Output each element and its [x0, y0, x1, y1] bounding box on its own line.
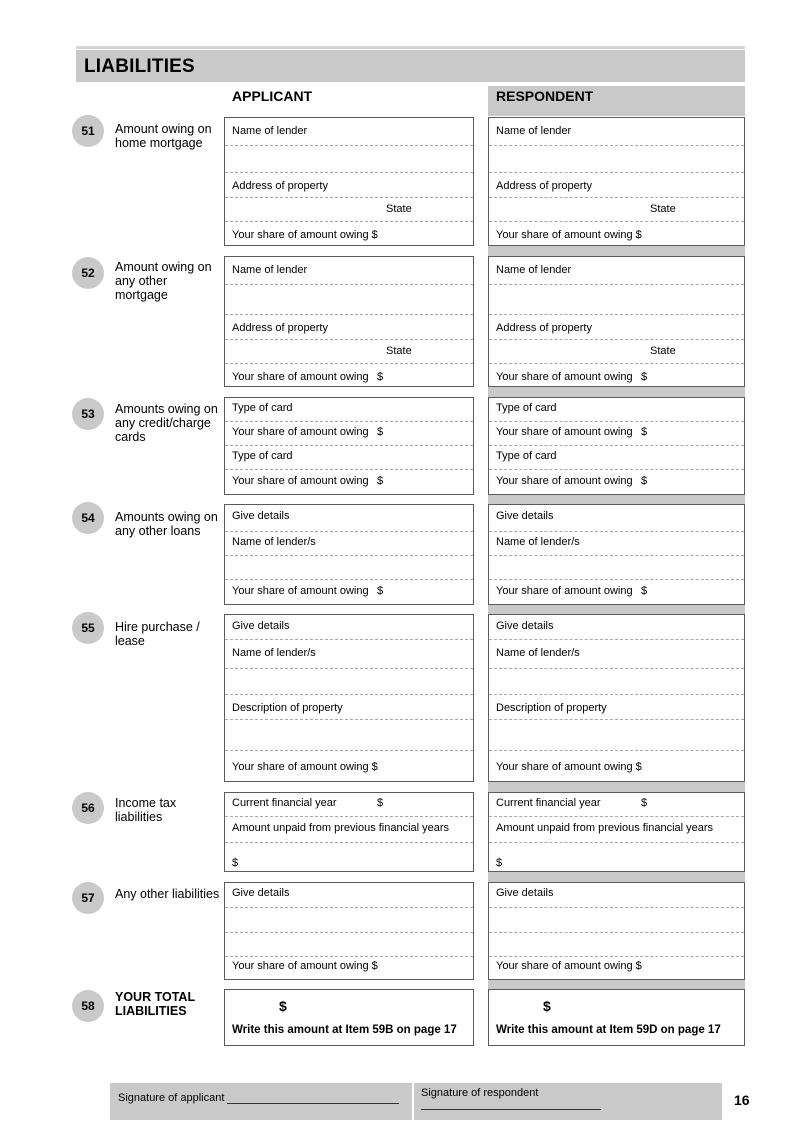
- item-label-58: YOUR TOTAL LIABILITIES: [115, 990, 195, 1018]
- share-amount-owing-field[interactable]: Your share of amount owing $: [232, 960, 378, 972]
- name-of-lender-field[interactable]: Name of lender: [489, 118, 744, 146]
- applicant-home-mortgage-box: [224, 117, 474, 246]
- applicant-income-tax-box: [224, 792, 474, 872]
- item-label-55: Hire purchase / lease: [115, 620, 200, 648]
- type-of-card-field[interactable]: Type of card: [489, 446, 744, 470]
- respondent-signature-label: Signature of respondent: [421, 1087, 539, 1099]
- share-amount-owing-field[interactable]: Your share of amount owing $: [496, 475, 648, 487]
- give-details-field[interactable]: Give details: [225, 615, 473, 640]
- item-number-56: 56: [72, 792, 104, 824]
- state-field[interactable]: State: [489, 340, 744, 364]
- name-of-lender-field[interactable]: Name of lender: [489, 257, 744, 285]
- respondent-total-liabilities-box[interactable]: [488, 989, 745, 1046]
- state-field[interactable]: State: [225, 340, 473, 364]
- name-of-lender-field[interactable]: Name of lender: [225, 118, 473, 146]
- share-amount-owing-field[interactable]: Your share of amount owing $: [496, 585, 648, 597]
- applicant-column-header: APPLICANT: [232, 88, 313, 104]
- share-amount-owing-field[interactable]: Your share of amount owing $: [225, 422, 473, 446]
- name-of-lender-field[interactable]: Name of lender: [225, 257, 473, 285]
- signature-footer: [110, 1083, 722, 1120]
- amount-unpaid-dollar-field[interactable]: $: [496, 857, 503, 869]
- share-amount-owing-field[interactable]: Your share of amount owing $: [232, 371, 384, 383]
- applicant-signature[interactable]: [118, 1092, 399, 1104]
- give-details-field[interactable]: Give details: [225, 505, 473, 532]
- item-number-52: 52: [72, 257, 104, 289]
- address-of-property-field[interactable]: Address of property: [489, 173, 744, 198]
- item-label-51: Amount owing on home mortgage: [115, 122, 212, 150]
- amount-unpaid-dollar-field[interactable]: $: [232, 857, 239, 869]
- give-details-field[interactable]: Give details: [489, 615, 744, 640]
- description-of-property-field[interactable]: Description of property: [489, 695, 744, 720]
- respondent-separator: [488, 781, 745, 792]
- blank-field[interactable]: [225, 285, 473, 315]
- share-amount-owing-field[interactable]: Your share of amount owing $: [496, 229, 642, 241]
- name-of-lenders-field[interactable]: Name of lender/s: [489, 640, 744, 669]
- respondent-hire-purchase-box: [488, 614, 745, 782]
- item-number-55: 55: [72, 612, 104, 644]
- item-label-57: Any other liabilities: [115, 887, 220, 901]
- type-of-card-field[interactable]: Type of card: [225, 446, 473, 470]
- share-amount-owing-field[interactable]: Your share of amount owing $: [496, 761, 642, 773]
- respondent-credit-cards-box: [488, 397, 745, 495]
- respondent-column-header: RESPONDENT: [488, 86, 745, 116]
- footer-divider: [412, 1083, 414, 1120]
- share-amount-owing-field[interactable]: Your share of amount owing $: [489, 422, 744, 446]
- address-of-property-field[interactable]: Address of property: [489, 315, 744, 340]
- item-label-56: Income tax liabilities: [115, 796, 177, 824]
- applicant-other-loans-box: [224, 504, 474, 605]
- blank-field[interactable]: [489, 556, 744, 580]
- amount-unpaid-field[interactable]: Amount unpaid from previous financial years: [489, 817, 744, 843]
- page-number: 16: [734, 1092, 750, 1108]
- item-number-54: 54: [72, 502, 104, 534]
- give-details-field[interactable]: Give details: [489, 883, 744, 908]
- name-of-lenders-field[interactable]: Name of lender/s: [489, 532, 744, 556]
- name-of-lenders-field[interactable]: Name of lender/s: [225, 532, 473, 556]
- blank-field[interactable]: [489, 146, 744, 173]
- address-of-property-field[interactable]: Address of property: [225, 315, 473, 340]
- share-amount-owing-field[interactable]: Your share of amount owing $: [232, 585, 384, 597]
- item-label-53: Amounts owing on any credit/charge cards: [115, 402, 218, 444]
- blank-field[interactable]: [225, 146, 473, 173]
- blank-field[interactable]: [489, 669, 744, 695]
- total-instruction: Write this amount at Item 59B on page 17: [232, 1024, 457, 1036]
- state-field[interactable]: State: [225, 198, 473, 222]
- name-of-lenders-field[interactable]: Name of lender/s: [225, 640, 473, 669]
- blank-field[interactable]: [225, 720, 473, 751]
- share-amount-owing-field[interactable]: Your share of amount owing $: [232, 475, 384, 487]
- respondent-home-mortgage-box: [488, 117, 745, 246]
- top-rule: [76, 46, 745, 49]
- section-title: LIABILITIES: [84, 56, 195, 77]
- respondent-other-loans-box: [488, 504, 745, 605]
- applicant-signature-label: Signature of applicant: [118, 1092, 225, 1104]
- give-details-field[interactable]: Give details: [489, 505, 744, 532]
- item-number-51: 51: [72, 115, 104, 147]
- respondent-separator: [488, 245, 745, 256]
- share-amount-owing-field[interactable]: Your share of amount owing $: [496, 371, 648, 383]
- total-instruction: Write this amount at Item 59D on page 17: [496, 1024, 721, 1036]
- blank-field[interactable]: [225, 933, 473, 957]
- current-financial-year-field[interactable]: Current financial year $: [225, 793, 473, 817]
- share-amount-owing-field[interactable]: Your share of amount owing $: [496, 960, 642, 972]
- blank-field[interactable]: [489, 933, 744, 957]
- respondent-separator: [488, 494, 745, 504]
- item-number-53: 53: [72, 398, 104, 430]
- blank-field[interactable]: [225, 669, 473, 695]
- blank-field[interactable]: [225, 908, 473, 933]
- description-of-property-field[interactable]: Description of property: [225, 695, 473, 720]
- share-amount-owing-field[interactable]: Your share of amount owing $: [232, 761, 378, 773]
- blank-field[interactable]: [489, 908, 744, 933]
- current-financial-year-field[interactable]: Current financial year $: [489, 793, 744, 817]
- respondent-other-mortgage-box: [488, 256, 745, 387]
- respondent-other-liabilities-box: [488, 882, 745, 980]
- total-dollar-sign: $: [279, 998, 287, 1014]
- type-of-card-field[interactable]: Type of card: [489, 398, 744, 422]
- state-field[interactable]: State: [489, 198, 744, 222]
- applicant-signature-line: [227, 1094, 399, 1104]
- address-of-property-field[interactable]: Address of property: [225, 173, 473, 198]
- respondent-signature-line[interactable]: [421, 1109, 601, 1110]
- blank-field[interactable]: [489, 285, 744, 315]
- blank-field[interactable]: [225, 556, 473, 580]
- respondent-income-tax-box: [488, 792, 745, 872]
- item-number-58: 58: [72, 990, 104, 1022]
- applicant-hire-purchase-box: [224, 614, 474, 782]
- share-amount-owing-field[interactable]: Your share of amount owing $: [232, 229, 378, 241]
- applicant-other-mortgage-box: [224, 256, 474, 387]
- section-header: [76, 50, 745, 82]
- item-label-54: Amounts owing on any other loans: [115, 510, 218, 538]
- applicant-credit-cards-box: [224, 397, 474, 495]
- amount-unpaid-field[interactable]: Amount unpaid from previous financial years: [225, 817, 473, 843]
- item-label-52: Amount owing on any other mortgage: [115, 260, 212, 302]
- applicant-other-liabilities-box: [224, 882, 474, 980]
- respondent-separator: [488, 871, 745, 882]
- item-number-57: 57: [72, 882, 104, 914]
- type-of-card-field[interactable]: Type of card: [225, 398, 473, 422]
- blank-field[interactable]: [489, 720, 744, 751]
- give-details-field[interactable]: Give details: [225, 883, 473, 908]
- applicant-total-liabilities-box[interactable]: [224, 989, 474, 1046]
- total-dollar-sign: $: [543, 998, 551, 1014]
- respondent-separator: [488, 604, 745, 614]
